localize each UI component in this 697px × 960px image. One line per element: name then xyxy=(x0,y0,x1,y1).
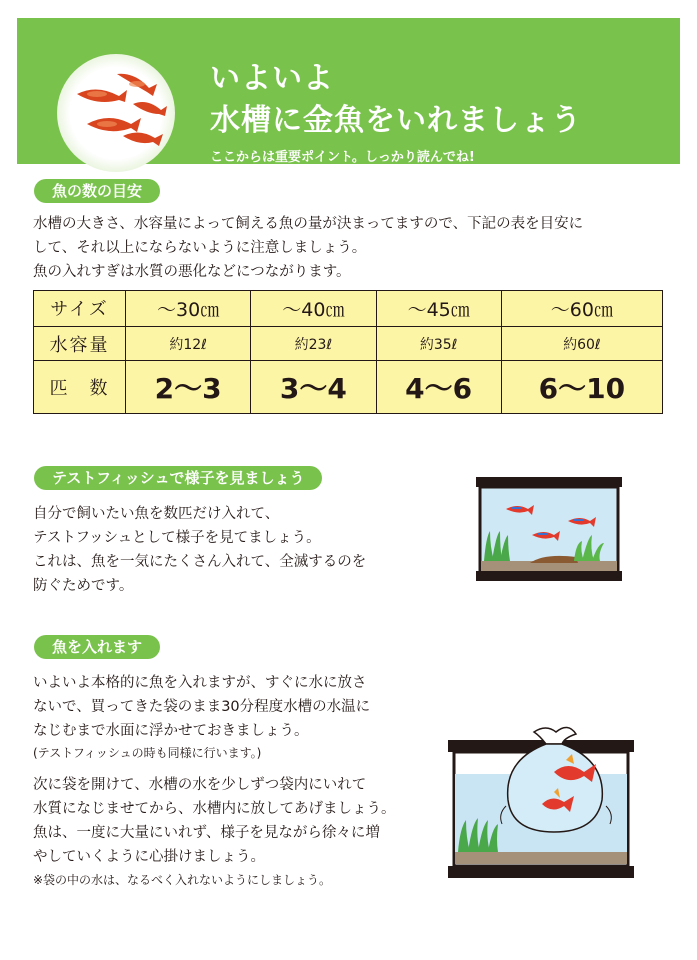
row-header-size: サイズ xyxy=(34,291,126,327)
table-row xyxy=(34,291,663,327)
table-cell: 〜60㎝ xyxy=(501,291,662,327)
section2-text xyxy=(33,502,366,598)
aquarium-illustration-test-fish xyxy=(474,477,624,589)
text-line: 水質になじませてから、水槽内に放してあげましょう。 xyxy=(33,801,396,817)
text-line: 次に袋を開けて、水槽の水を少しずつ袋内にいれて xyxy=(33,777,367,793)
text-line: いよいよ本格的に魚を入れますが、すぐに水に放さ xyxy=(33,675,367,691)
text-line: 防ぐためです。 xyxy=(33,578,134,594)
text-line: やしていくように心掛けましょう。 xyxy=(33,849,265,865)
goldfish-photo xyxy=(57,54,175,172)
section3-text xyxy=(33,671,396,891)
note-text: (テストフィッシュの時も同様に行います。) xyxy=(33,746,262,760)
table-cell: 約60ℓ xyxy=(501,326,662,361)
section-heading-test-fish: テストフィッシュで様子を見ましょう xyxy=(34,466,322,490)
header-banner xyxy=(17,18,680,164)
text-line: これは、魚を一気にたくさん入れて、全滅するのを xyxy=(33,554,367,570)
table-cell: 6〜10 xyxy=(501,361,662,414)
fish-count-table xyxy=(33,290,663,414)
section-heading-add-fish: 魚を入れます xyxy=(34,635,160,659)
page-subtitle: ここからは重要ポイント。しっかり読んでね! xyxy=(210,150,475,165)
text-line: ないで、買ってきた袋のまま30分程度水槽の水温に xyxy=(33,699,371,715)
text-line: 自分で飼いたい魚を数匹だけ入れて、 xyxy=(33,506,280,522)
text-line: テストフッシュとして様子を見てましょう。 xyxy=(33,530,321,546)
table-cell: 4〜6 xyxy=(376,361,501,414)
row-header-count: 匹 数 xyxy=(34,361,126,414)
text-line: して、それ以上にならないように注意しましょう。 xyxy=(33,240,367,256)
table-row xyxy=(34,361,663,414)
note-text: ※袋の中の水は、なるべく入れないようにしましょう。 xyxy=(33,873,332,887)
text-line: 魚の入れすぎは水質の悪化などにつながります。 xyxy=(33,264,351,280)
title-line-2: 水槽に金魚をいれましょう xyxy=(210,103,582,138)
text-line: なじむまで水面に浮かせておきましょう。 xyxy=(33,723,309,739)
text-line: 水槽の大きさ、水容量によって飼える魚の量が決まってますので、下記の表を目安に xyxy=(33,216,584,232)
table-cell: 3〜4 xyxy=(251,361,376,414)
section1-text xyxy=(33,212,583,284)
table-cell: 〜30㎝ xyxy=(126,291,251,327)
text-line: 魚は、一度に大量にいれず、様子を見ながら徐々に増 xyxy=(33,825,380,841)
page-title xyxy=(210,58,582,142)
row-header-volume: 水容量 xyxy=(34,326,126,361)
table-cell: 2〜3 xyxy=(126,361,251,414)
table-cell: 約12ℓ xyxy=(126,326,251,361)
section-heading-fish-count: 魚の数の目安 xyxy=(34,179,160,203)
table-cell: 約23ℓ xyxy=(251,326,376,361)
table-cell: 〜40㎝ xyxy=(251,291,376,327)
table-row xyxy=(34,326,663,361)
title-line-1: いよいよ xyxy=(210,61,334,96)
table-cell: 約35ℓ xyxy=(376,326,501,361)
table-cell: 〜45㎝ xyxy=(376,291,501,327)
aquarium-illustration-bag xyxy=(446,720,636,889)
